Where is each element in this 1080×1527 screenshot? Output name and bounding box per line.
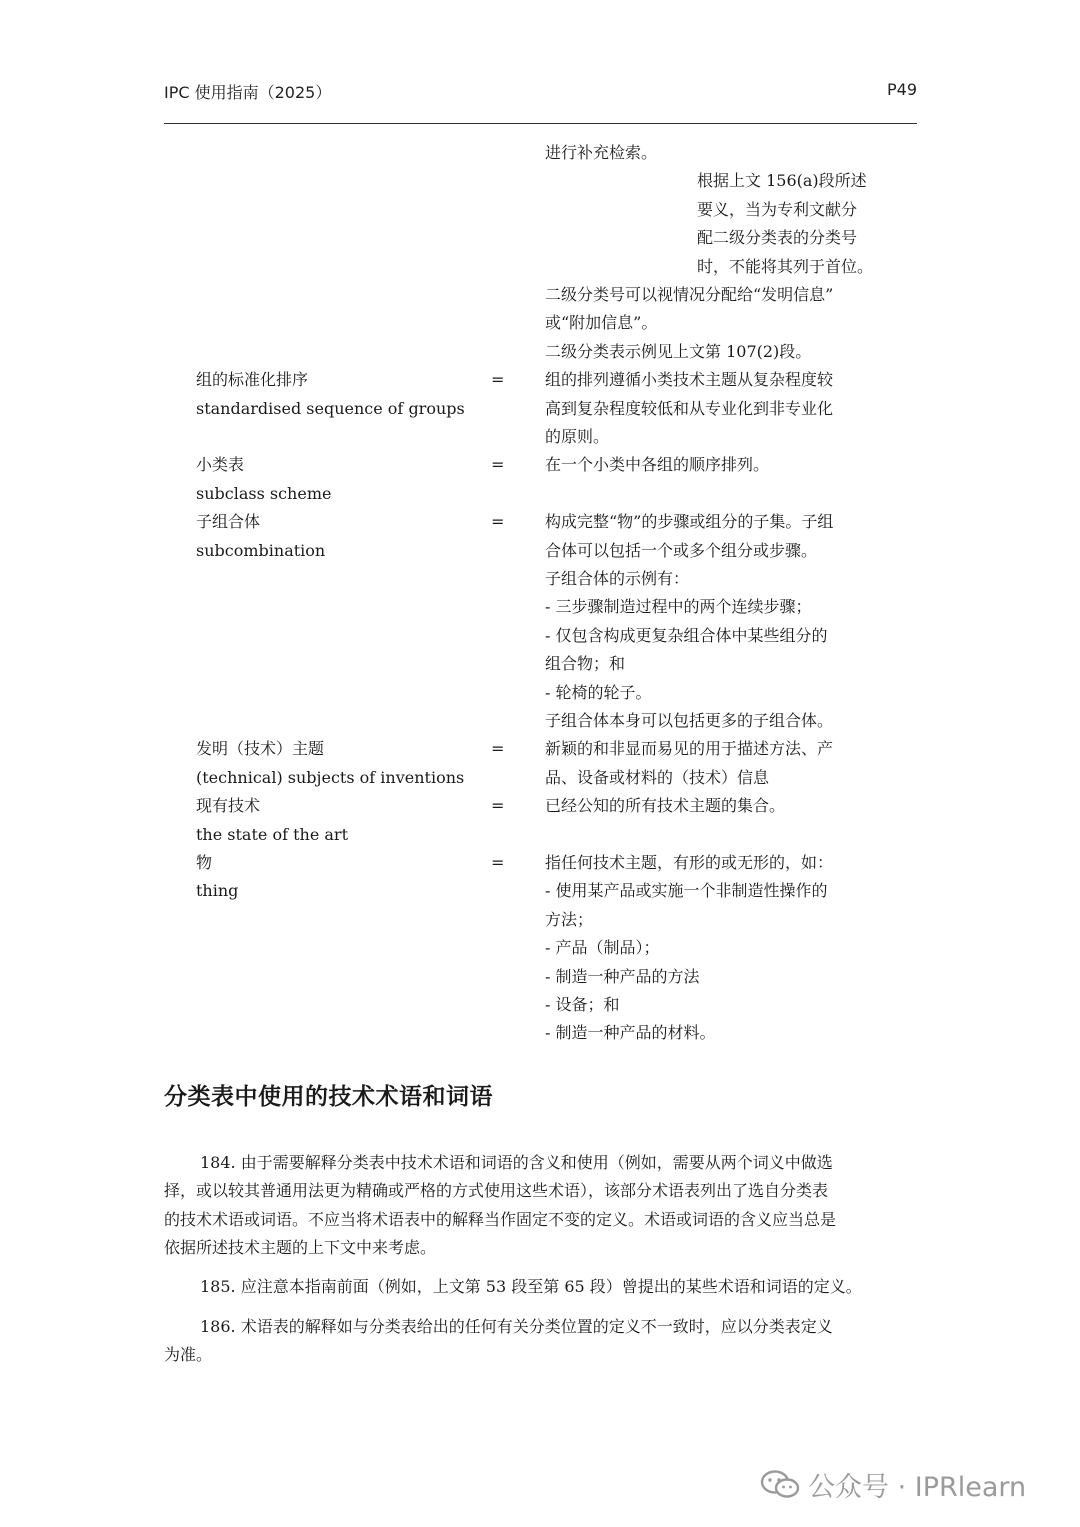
continuation-line: 进行补充检索。 [545,143,658,162]
definition-line: - 三步骤制造过程中的两个连续步骤； [545,597,812,617]
term-english: subcombination [196,540,326,560]
paragraph-line: 依据所述技术主题的上下文中来考虑。 [164,1238,437,1258]
page-number: P49 [886,80,917,99]
definition-line: - 轮椅的轮子。 [545,682,652,702]
definition-line: - 使用某产品或实施一个非制造性操作的 [545,881,828,901]
note-line: 配二级分类表的分类号 [697,228,858,248]
paragraph-186 [164,1313,917,1370]
paragraph-line: 择，或以较其普通用法更为精确或严格的方式使用这些术语），该部分术语表列出了选自分类表 [164,1181,829,1201]
definition-line: 组合物；和 [545,654,626,674]
definition-line: - 仅包含构成更复杂组合体中某些组分的 [545,625,828,645]
paragraph-line: 186. 术语表的解释如与分类表给出的任何有关分类位置的定义不一致时，应以分类表定义 [200,1317,833,1336]
definition-line: 组的排列遵循小类技术主题从复杂程度较 [545,370,834,390]
paragraph-185 [164,1273,917,1301]
section-heading: 分类表中使用的技术术语和词语 [164,1084,493,1110]
definition-line: 子组合体的示例有： [545,569,690,588]
continuation-line: 或“附加信息”。 [545,313,658,333]
note-line: 要义，当为专利文献分 [697,199,858,219]
definition-line: - 产品（制品）； [545,938,660,958]
term-chinese: 组的标准化排序 [196,370,309,390]
term-english: thing [196,881,239,901]
equals-sign: = [491,512,505,532]
paragraph-line: 185. 应注意本指南前面（例如，上文第 53 段至第 65 段）曾提出的某些术语和词语的定义。 [200,1277,862,1296]
paragraph-line: 的技术术语或词语。不应当将术语表中的解释当作固定不变的定义。术语或词语的含义应当总是 [164,1209,837,1229]
definition-line: 在一个小类中各组的顺序排列。 [545,455,770,475]
definition-line: 合体可以包括一个或多个组分或步骤。 [545,540,818,560]
definition-line: 已经公知的所有技术主题的集合。 [545,796,786,816]
definition-line: 子组合体本身可以包括更多的子组合体。 [545,711,834,730]
term-chinese: 现有技术 [196,796,261,816]
term-english: (technical) subjects of inventions [196,767,465,787]
definition-line: 的原则。 [545,427,610,446]
wechat-icon [760,1469,800,1499]
equals-sign: = [491,796,505,816]
continuation-line: 二级分类号可以视情况分配给“发明信息” [545,285,834,304]
term-english: subclass scheme [196,483,332,503]
equals-sign: = [491,853,505,872]
paragraph-line: 184. 由于需要解释分类表中技术术语和词语的含义和使用（例如，需要从两个词义中做选 [200,1153,833,1172]
term-chinese: 子组合体 [196,512,261,532]
definition-line: 指任何技术主题，有形的或无形的，如： [545,853,834,872]
definition-line: - 制造一种产品的材料。 [545,1023,716,1043]
paragraph-line: 为准。 [164,1345,213,1365]
paragraph-184 [164,1149,917,1263]
definition-line: 高到复杂程度较低和从专业化到非专业化 [545,398,834,418]
page-header [164,80,917,104]
note-line: 时，不能将其列于首位。 [697,256,874,276]
equals-sign: = [491,739,505,759]
definition-line: - 制造一种产品的方法 [545,966,700,986]
term-chinese: 小类表 [196,455,245,475]
definition-line: 构成完整“物”的步骤或组分的子集。子组 [545,512,834,532]
term-english: standardised sequence of groups [196,398,465,418]
continuation-line: 二级分类表示例见上文第 107(2)段。 [545,341,812,361]
watermark-text: 公众号 · IPRlearn [808,1472,1027,1503]
term-chinese: 发明（技术）主题 [196,739,325,759]
term-chinese: 物 [196,853,213,872]
header-divider [164,123,917,124]
note-line: 根据上文 156(a)段所述 [697,171,867,191]
definition-line: 方法； [545,909,594,929]
equals-sign: = [491,455,505,475]
term-english: the state of the art [196,824,348,844]
definition-line: 品、设备或材料的（技术）信息 [545,767,770,787]
document-title: IPC 使用指南（2025） [164,83,332,102]
definition-line: - 设备；和 [545,995,620,1014]
definition-line: 新颖的和非显而易见的用于描述方法、产 [545,739,834,759]
equals-sign: = [491,370,505,390]
